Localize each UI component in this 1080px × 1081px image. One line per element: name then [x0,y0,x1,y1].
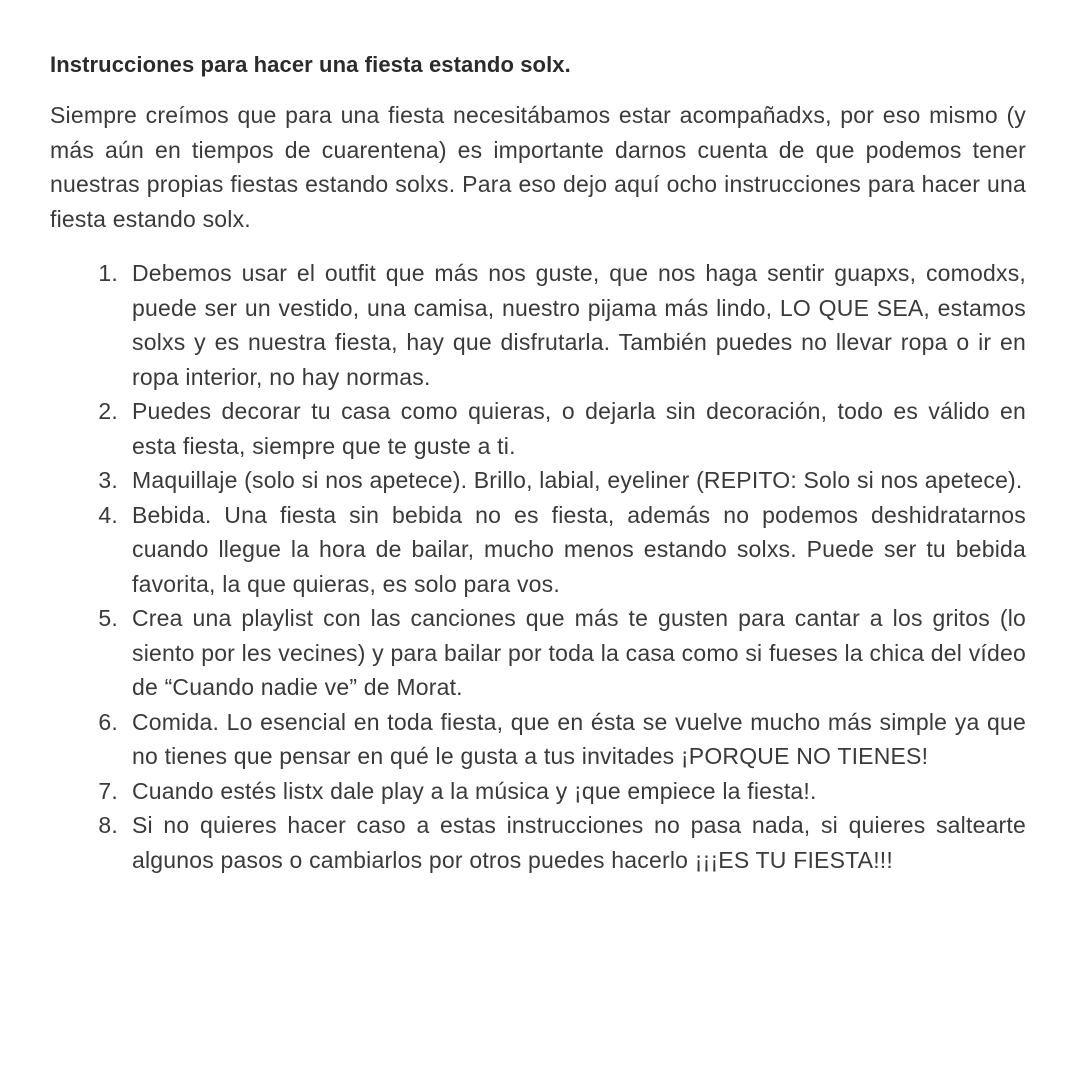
document-title: Instrucciones para hacer una fiesta estando solx. [50,52,571,77]
list-item-8 [50,808,1026,877]
list-item-number: 8. [98,812,118,838]
list-item-text: Bebida. Una fiesta sin bebida no es fiesta, además no podemos deshidratarnos cuando llegue la hora de bailar, mucho menos estando solxs. Puede ser tu bebida favorita, la que quieras, es solo para vos. [132,501,1026,597]
list-item-number: 7. [98,777,118,804]
instruction-list [50,256,1026,877]
list-item-text: Crea una playlist con las canciones que más te gusten para cantar a los gritos (lo siento por les vecines) y para bailar por toda la casa como si fueses la chica del vídeo de “Cuando nadie ve” de Morat. [132,605,1026,700]
list-item-number: 3. [98,467,118,493]
list-item-text: Puedes decorar tu casa como quieras, o dejarla sin decoración, todo es válido en esta fiesta, siempre que te guste a ti. [132,398,1026,459]
list-item-number: 5. [98,605,118,631]
document-page [50,48,1026,877]
list-item-5 [50,601,1026,705]
list-item-number: 1. [98,260,118,286]
list-item-6 [50,705,1026,774]
list-item-2 [50,394,1026,463]
list-item-4 [50,498,1026,602]
list-item-3 [50,463,1026,498]
intro-paragraph: Siempre creímos que para una fiesta necesitábamos estar acompañadxs, por eso mismo (y más aún en tiempos de cuarentena) es importante darnos cuenta de que podemos tener nuestras propias fiestas estando solxs. Para eso dejo aquí ocho instrucciones para hacer una fiesta estando solx. [50,102,1026,232]
list-item-1 [50,256,1026,394]
list-item-7 [50,774,1026,809]
list-item-number: 4. [98,501,118,528]
list-item-number: 6. [98,708,118,735]
list-item-text: Comida. Lo esencial en toda fiesta, que en ésta se vuelve mucho más simple ya que no tienes que pensar en qué le gusta a tus invitades ¡PORQUE NO TIENES! [132,708,1026,769]
list-item-text: Debemos usar el outfit que más nos guste, que nos haga sentir guapxs, comodxs, puede ser un vestido, una camisa, nuestro pijama más lindo, LO QUE SEA, estamos solxs y es nuestra fiesta, hay que disfrutarla. También puedes no llevar ropa o ir en ropa interior, no hay normas. [132,260,1026,390]
list-item-text: Si no quieres hacer caso a estas instrucciones no pasa nada, si quieres saltearte algunos pasos o cambiarlos por otros puedes hacerlo ¡¡¡ES TU FIESTA!!! [132,812,1026,873]
list-item-text: Maquillaje (solo si nos apetece). Brillo, labial, eyeliner (REPITO: Solo si nos apetece). [132,467,1023,493]
list-item-text: Cuando estés listx dale play a la música y ¡que empiece la fiesta!. [132,777,817,804]
list-item-number: 2. [98,398,118,424]
